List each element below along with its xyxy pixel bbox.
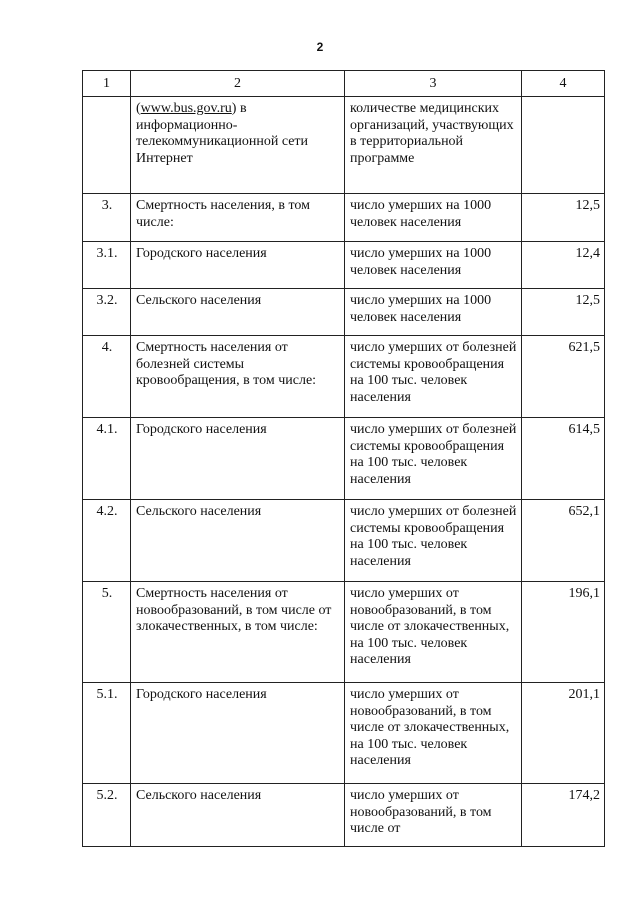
indicator-value: 12,5 <box>522 289 605 336</box>
column-header-1: 1 <box>83 71 131 97</box>
table-row <box>83 500 605 582</box>
row-number: 4.1. <box>83 418 131 500</box>
unit-of-measure: число умерших от новообразований, в том числе от злокачественных, на 100 тыс. человек населения <box>345 683 522 784</box>
column-header-2: 2 <box>131 71 345 97</box>
indicator-value: 174,2 <box>522 784 605 847</box>
unit-of-measure: число умерших на 1000 человек населения <box>345 242 522 289</box>
unit-of-measure: число умерших на 1000 человек населения <box>345 194 522 242</box>
indicator-name-prefix: ( <box>136 101 141 116</box>
unit-of-measure: число умерших на 1000 человек населения <box>345 289 522 336</box>
indicator-value: 12,4 <box>522 242 605 289</box>
unit-of-measure: количестве медицинских организаций, участвующих в территориальной программе <box>345 97 522 194</box>
table-row <box>83 194 605 242</box>
unit-of-measure: число умерших от болезней системы кровообращения на 100 тыс. человек населения <box>345 500 522 582</box>
row-number: 5.1. <box>83 683 131 784</box>
row-number: 5. <box>83 582 131 683</box>
column-header-3: 3 <box>345 71 522 97</box>
table-row <box>83 336 605 418</box>
indicator-value <box>522 97 605 194</box>
table-header-row <box>83 71 605 97</box>
table-row <box>83 683 605 784</box>
row-number: 5.2. <box>83 784 131 847</box>
indicator-name: Городского населения <box>131 418 345 500</box>
indicator-value: 196,1 <box>522 582 605 683</box>
row-number: 4.2. <box>83 500 131 582</box>
unit-of-measure: число умерших от болезней системы кровообращения на 100 тыс. человек населения <box>345 336 522 418</box>
indicators-table <box>82 70 605 847</box>
indicator-value: 652,1 <box>522 500 605 582</box>
indicator-name: Городского населения <box>131 242 345 289</box>
bus-gov-link[interactable]: www.bus.gov.ru <box>140 101 232 116</box>
indicator-name-suffix: ) в информационно-телекоммуникационной сети Интернет <box>136 101 309 166</box>
indicator-name: Смертность населения от новообразований, в том числе от злокачественных, в том числе: <box>131 582 345 683</box>
indicator-value: 12,5 <box>522 194 605 242</box>
indicator-value: 614,5 <box>522 418 605 500</box>
row-number: 3. <box>83 194 131 242</box>
row-number <box>83 97 131 194</box>
indicator-name <box>131 97 345 194</box>
unit-of-measure: число умерших от новообразований, в том числе от злокачественных, на 100 тыс. человек населения <box>345 582 522 683</box>
table-row <box>83 97 605 194</box>
indicator-name: Сельского населения <box>131 289 345 336</box>
indicator-name: Сельского населения <box>131 784 345 847</box>
indicator-name: Смертность населения, в том числе: <box>131 194 345 242</box>
row-number: 3.2. <box>83 289 131 336</box>
row-number: 4. <box>83 336 131 418</box>
indicator-value: 621,5 <box>522 336 605 418</box>
column-header-4: 4 <box>522 71 605 97</box>
unit-of-measure: число умерших от новообразований, в том числе от <box>345 784 522 847</box>
table-row <box>83 418 605 500</box>
indicator-value: 201,1 <box>522 683 605 784</box>
table-row <box>83 784 605 847</box>
page-number: 2 <box>316 40 324 54</box>
table-row <box>83 242 605 289</box>
row-number: 3.1. <box>83 242 131 289</box>
unit-of-measure: число умерших от болезней системы кровообращения на 100 тыс. человек населения <box>345 418 522 500</box>
table-row <box>83 289 605 336</box>
table-row <box>83 582 605 683</box>
indicator-name: Сельского населения <box>131 500 345 582</box>
indicator-name: Смертность населения от болезней системы кровообращения, в том числе: <box>131 336 345 418</box>
indicator-name: Городского населения <box>131 683 345 784</box>
